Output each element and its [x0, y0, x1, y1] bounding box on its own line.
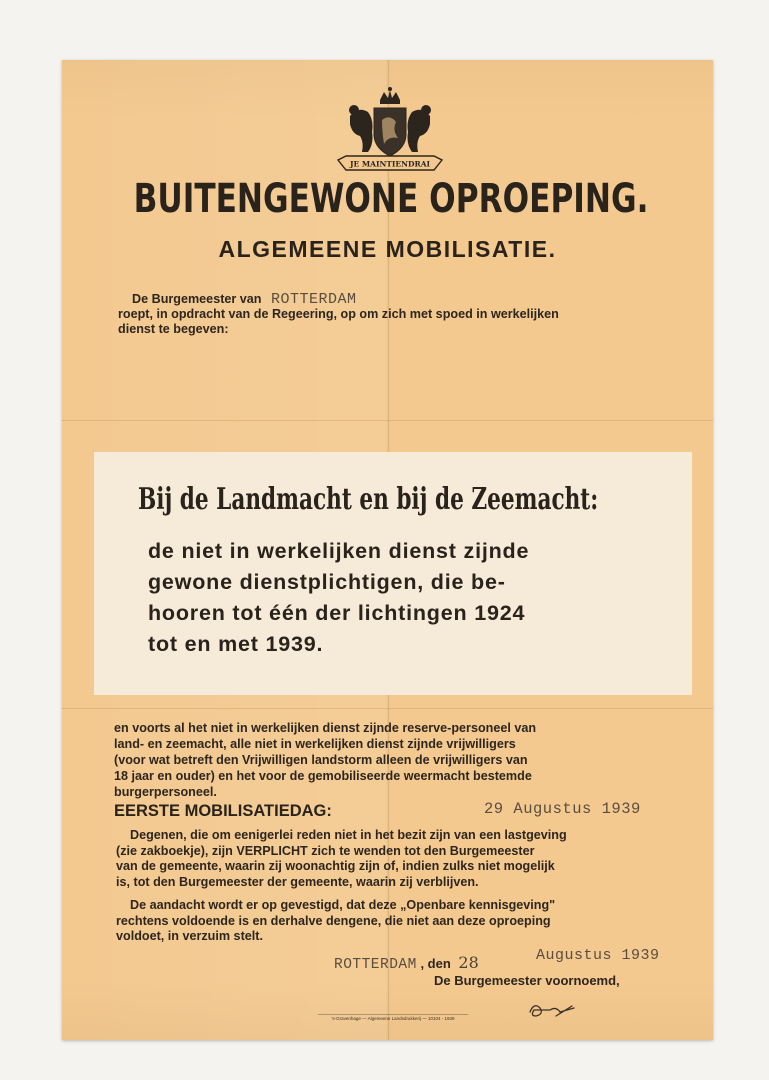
- coat-of-arms-icon: [332, 86, 448, 178]
- emphasis-verplicht: VERPLICHT: [236, 843, 308, 858]
- first-mobilisation-day: [114, 802, 674, 821]
- poster-subtitle: ALGEMEENE MOBILISATIE.: [218, 236, 557, 262]
- poster-title: BUITENGEWONE OPROEPING.: [133, 176, 649, 222]
- panel-line: de niet in werkelijken dienst zijnde: [148, 539, 530, 563]
- intro-prefix: De Burgemeester van: [132, 292, 262, 306]
- intro-line: dienst te begeven:: [118, 322, 229, 336]
- crest-motto: JE MAINTIENDRAI: [349, 159, 431, 169]
- paragraph-line: rechtens voldoende is en derhalve dengene, die niet aan deze oproeping: [116, 913, 551, 928]
- mobilisation-poster: [62, 60, 713, 1040]
- body-line: burgerpersoneel.: [114, 785, 217, 799]
- intro-line: [118, 292, 678, 307]
- signature-icon: [526, 998, 578, 1022]
- paragraph-obligation: [116, 828, 676, 890]
- first-day-date-stamp: 29 Augustus 1939: [484, 800, 641, 818]
- body-text: [114, 720, 674, 800]
- paragraph-line-part: (zie zakboekje), zijn: [116, 843, 237, 858]
- place-city-stamp: ROTTERDAM: [334, 957, 417, 973]
- place-date-stamp: Augustus 1939: [536, 947, 660, 964]
- panel-body: [148, 536, 668, 660]
- paragraph-line: Degenen, die om eenigerlei reden niet in het bezit zijn van een lastgeving: [130, 828, 567, 842]
- body-line: (voor wat betreft den Vrijwilligen landstorm alleen de vrijwilligers van: [114, 753, 528, 767]
- paragraph-line: [116, 844, 676, 860]
- body-line: en voorts al het niet in werkelijken dienst zijnde reserve-personeel van: [114, 721, 537, 735]
- body-line: 18 jaar en ouder) en het voor de gemobiliseerde weermacht bestemde: [114, 769, 532, 783]
- printer-footnote: 's-Gravenhage — Algemeene Landsdrukkerij — 10104 - 1939: [318, 1014, 468, 1021]
- place-date-line: [334, 947, 694, 973]
- panel-heading: Bij de Landmacht en bij de Zeemacht:: [138, 482, 599, 517]
- panel-line: tot en met 1939.: [148, 632, 324, 656]
- place-separator: , den: [420, 956, 451, 971]
- panel-line: hooren tot één der lichtingen 1924: [148, 601, 526, 625]
- city-stamp: ROTTERDAM: [271, 291, 357, 308]
- paragraph-notice: [116, 898, 676, 945]
- first-day-label: EERSTE MOBILISATIEDAG:: [114, 802, 332, 820]
- signoff: De Burgemeester voornoemd,: [434, 973, 620, 988]
- paragraph-line: van de gemeente, waarin zij woonachtig zijn of, indien zulks niet mogelijk: [116, 859, 555, 873]
- paragraph-line: De aandacht wordt er op gevestigd, dat deze „Openbare kennisgeving": [130, 898, 556, 912]
- paragraph-line: is, tot den Burgemeester der gemeente, waarin zij verblijven.: [116, 874, 479, 889]
- intro-line: roept, in opdracht van de Regeering, op om zich met spoed in werkelijken: [118, 307, 559, 321]
- paragraph-line: voldoet, in verzuim stelt.: [116, 929, 263, 943]
- intro-text: [118, 292, 678, 337]
- body-line: land- en zeemacht, alle niet in werkelijken dienst zijnde vrijwilligers: [114, 737, 516, 751]
- highlight-panel: [94, 452, 692, 695]
- handwritten-day: 28: [458, 953, 479, 972]
- panel-line: gewone dienstplichtigen, die be-: [148, 570, 506, 594]
- paragraph-line-part: zich te wenden tot den Burgemeester: [307, 843, 535, 858]
